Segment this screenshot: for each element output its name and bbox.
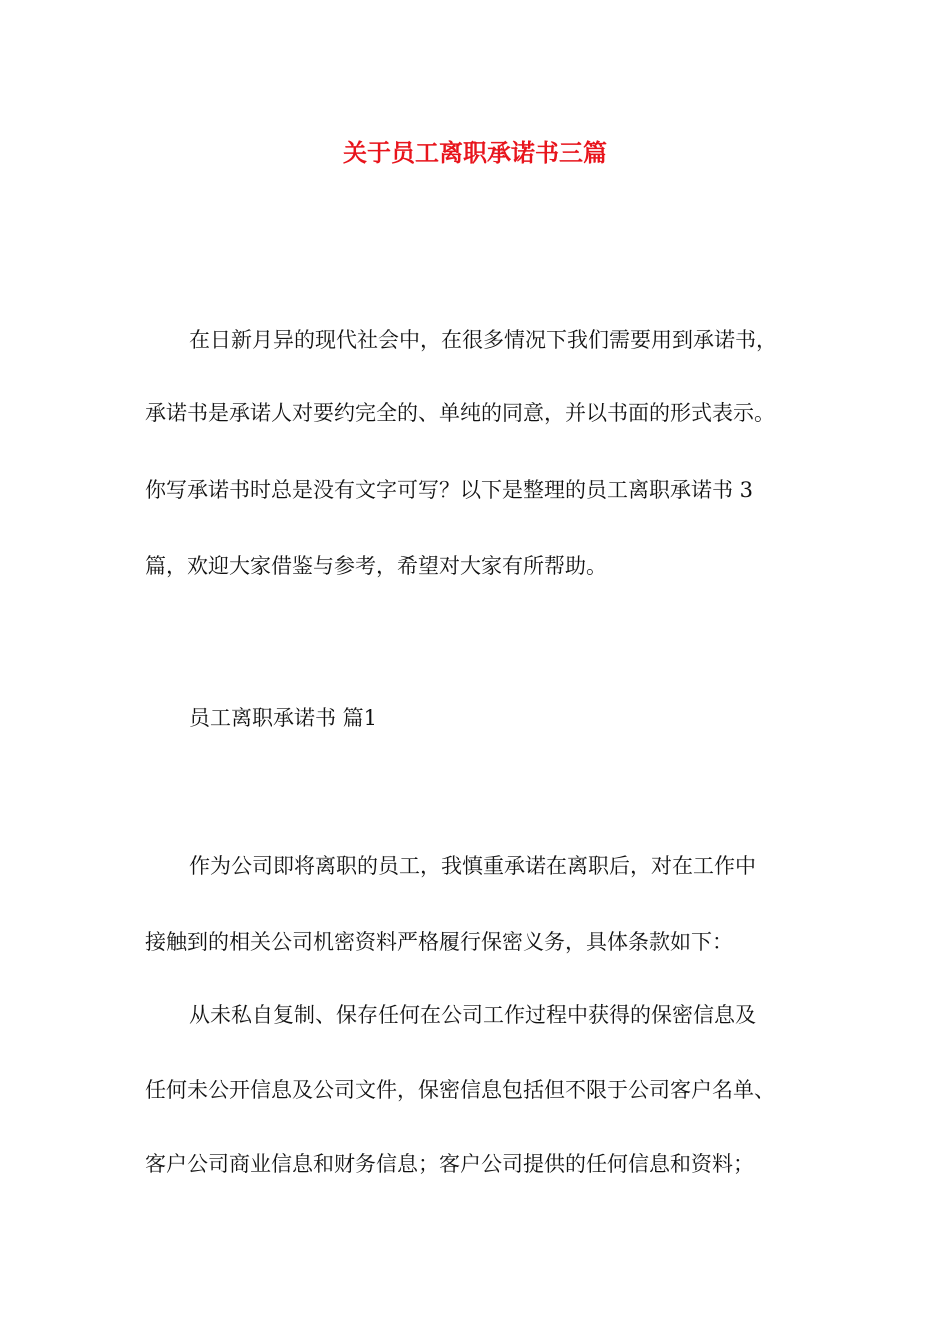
section-heading: 员工离职承诺书 篇1 — [189, 706, 378, 730]
document-title: 关于员工离职承诺书三篇 — [343, 138, 607, 167]
paragraph1-line-2: 接触到的相关公司机密资料严格履行保密义务，具体条款如下： — [145, 930, 733, 954]
paragraph1-line-1: 作为公司即将离职的员工，我慎重承诺在离职后，对在工作中 — [189, 854, 756, 878]
intro-line-4: 篇，欢迎大家借鉴与参考，希望对大家有所帮助。 — [145, 554, 607, 578]
intro-line-1: 在日新月异的现代社会中，在很多情况下我们需要用到承诺书， — [189, 328, 777, 352]
intro-line-3: 你写承诺书时总是没有文字可写？以下是整理的员工离职承诺书 3 — [145, 478, 754, 502]
intro-line-2: 承诺书是承诺人对要约完全的、单纯的同意，并以书面的形式表示。 — [145, 401, 775, 425]
paragraph2-line-1: 从未私自复制、保存任何在公司工作过程中获得的保密信息及 — [189, 1003, 756, 1027]
paragraph2-line-2: 任何未公开信息及公司文件，保密信息包括但不限于公司客户名单、 — [145, 1078, 775, 1102]
paragraph2-line-3: 客户公司商业信息和财务信息；客户公司提供的任何信息和资料； — [145, 1152, 754, 1176]
